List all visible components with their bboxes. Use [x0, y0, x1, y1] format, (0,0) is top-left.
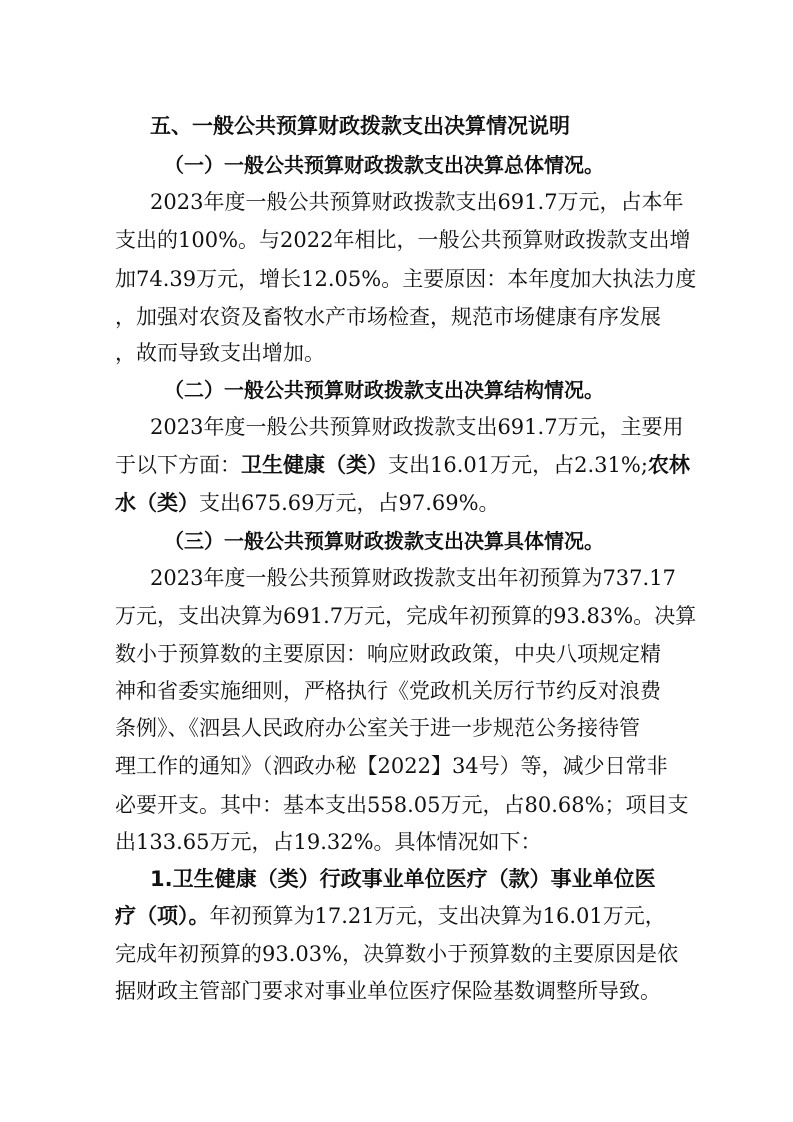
part3-line-5: 条例》、《泗县人民政府办公室关于进一步规范公务接待管 [115, 716, 640, 740]
part1-line-2: 支出的100%。与2022年相比，一般公共预算财政拨款支出增 [115, 228, 691, 252]
part2-line-2-mid: 支出16.01万元，占2.31%; [388, 453, 648, 477]
part2-line-2 [0, 445, 793, 485]
item1-title: 1.卫生健康（类）行政事业单位医疗（款）事业单位医 [150, 867, 656, 891]
item1-line-2 [0, 896, 793, 936]
part1-heading: （一）一般公共预算财政拨款支出决算总体情况。 [164, 153, 604, 177]
part1-line-3: 加74.39万元，增长12.05%。主要原因：本年度加大执法力度 [115, 267, 697, 291]
part3-line-6: 理工作的通知》（泗政办秘【2022】34号）等，减少日常非 [115, 754, 668, 778]
item1-title-end: 疗（项）。 [115, 904, 210, 928]
part3-line-4: 神和省委实施细则，严格执行《党政机关厉行节约反对浪费 [115, 679, 661, 703]
part1-line-1: 2023年度一般公共预算财政拨款支出691.7万元，占本年 [150, 190, 684, 214]
category-health: 卫生健康（类） [241, 453, 388, 477]
item1-line-2-rest: 年初预算为17.21万元，支出决算为16.01万元， [209, 904, 666, 928]
item1-line-3: 完成年初预算的93.03%，决算数小于预算数的主要原因是依 [115, 942, 679, 966]
part3-heading: （三）一般公共预算财政拨款支出决算具体情况。 [164, 529, 604, 553]
part3-line-8: 出133.65万元，占19.32%。具体情况如下： [115, 830, 542, 854]
part2-line-1: 2023年度一般公共预算财政拨款支出691.7万元，主要用 [150, 415, 684, 439]
part2-line-3 [0, 483, 793, 523]
category-agriculture-part1: 农林 [647, 453, 690, 477]
part3-line-1: 2023年度一般公共预算财政拨款支出年初预算为737.17 [150, 566, 676, 590]
item1-line-4: 据财政主管部门要求对事业单位医疗保险基数调整所导致。 [115, 979, 661, 1003]
part3-line-2: 万元，支出决算为691.7万元，完成年初预算的93.83%。决算 [115, 604, 697, 628]
part2-line-3-rest: 支出675.69万元，占97.69%。 [199, 491, 500, 515]
part2-line-2-pre: 于以下方面： [115, 453, 241, 477]
part1-line-4: ，加强对农资及畜牧水产市场检查，规范市场健康有序发展 [115, 305, 661, 329]
part3-line-3: 数小于预算数的主要原因：响应财政政策，中央八项规定精 [115, 642, 661, 666]
category-agriculture-part2: 水（类） [115, 491, 199, 515]
section-title: 五、一般公共预算财政拨款支出决算情况说明 [150, 114, 570, 138]
part3-line-7: 必要开支。其中：基本支出558.05万元，占80.68%；项目支 [115, 793, 689, 817]
part1-line-5: ，故而导致支出增加。 [115, 341, 325, 365]
part2-heading: （二）一般公共预算财政拨款支出决算结构情况。 [164, 378, 604, 402]
